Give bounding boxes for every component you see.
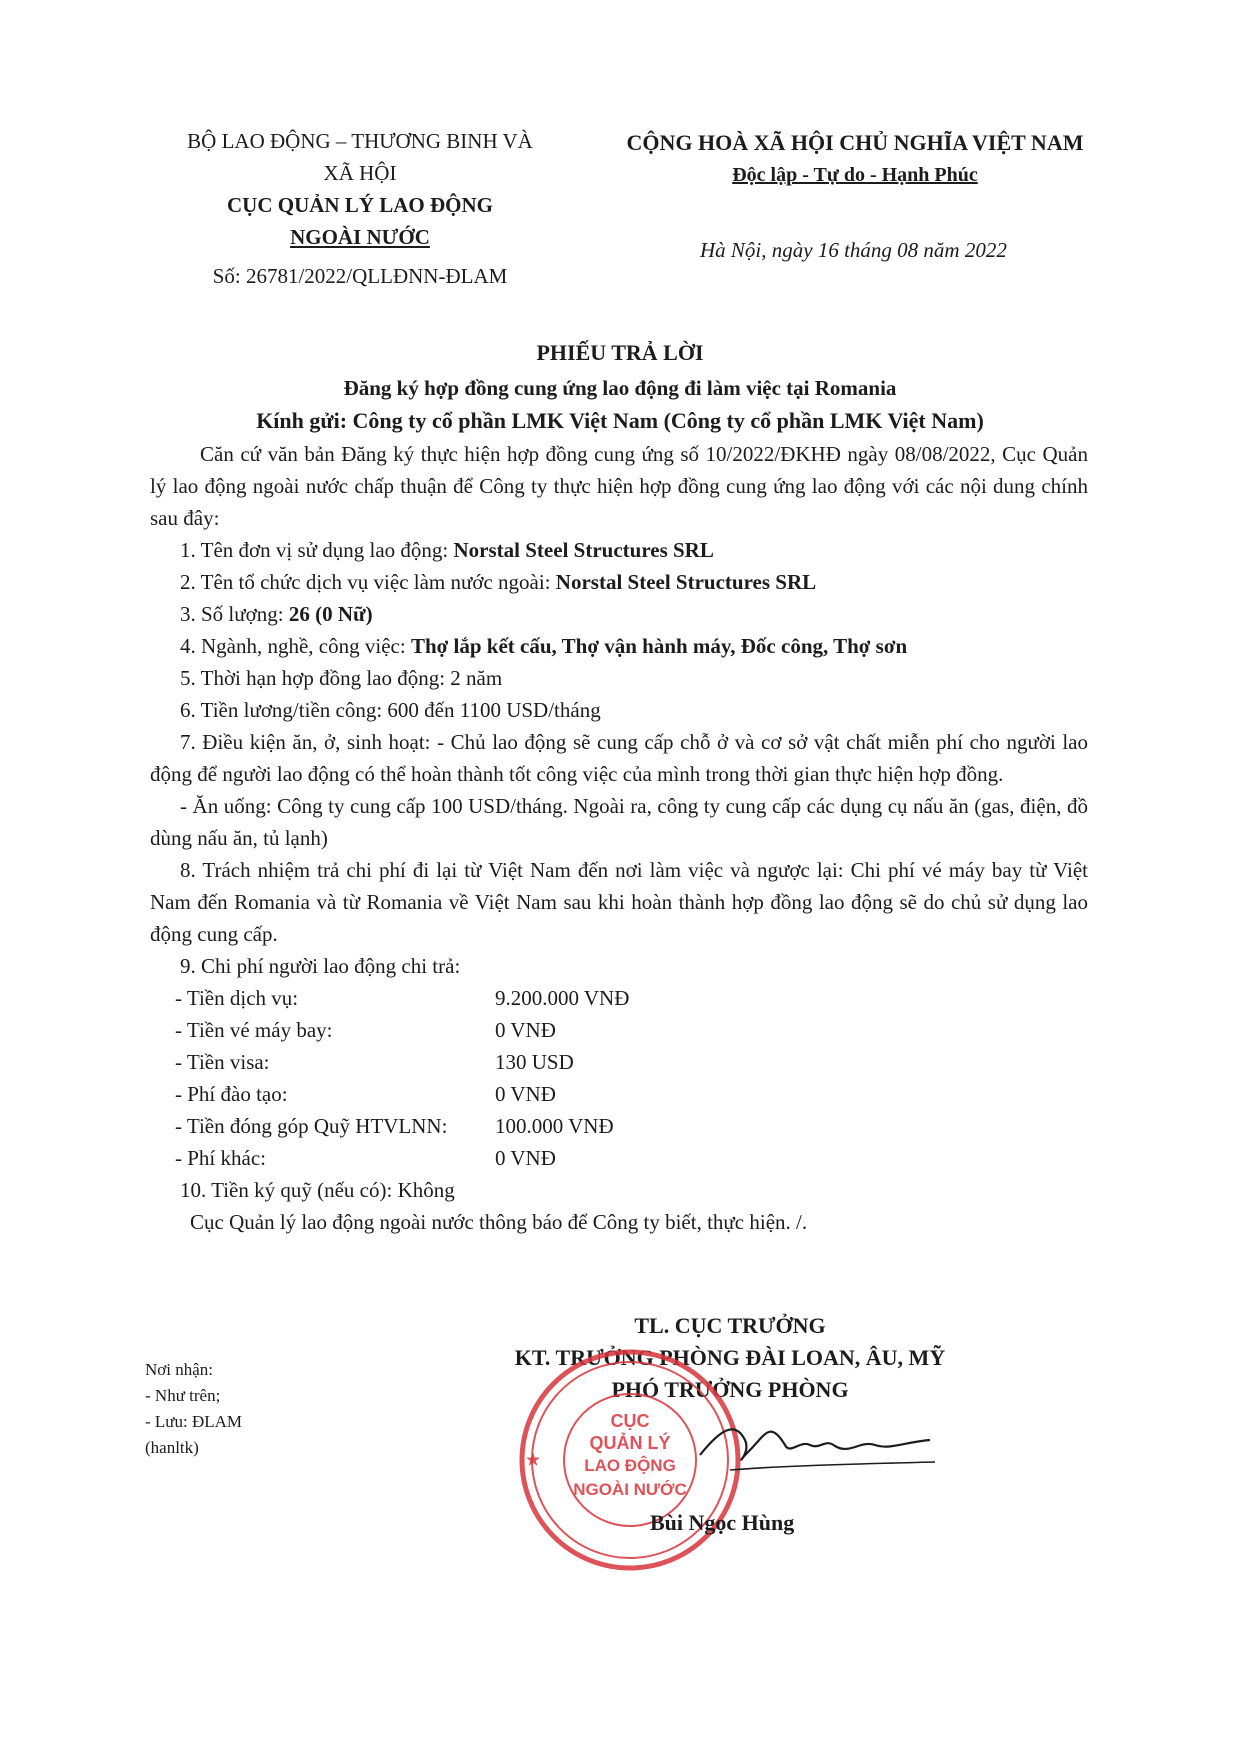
department-line-1: CỤC QUẢN LÝ LAO ĐỘNG bbox=[226, 193, 493, 217]
republic-title: CỘNG HOÀ XÃ HỘI CHỦ NGHĨA VIỆT NAM bbox=[626, 130, 1084, 155]
item-1-label: 1. Tên đơn vị sử dụng lao động: bbox=[180, 538, 454, 562]
cost-label: - Tiền dịch vụ: bbox=[175, 986, 299, 1010]
signature-line-2: KT. TRƯỞNG PHÒNG ĐÀI LOAN, ÂU, MỸ bbox=[514, 1345, 946, 1370]
department-line-2: NGOÀI NƯỚC bbox=[290, 225, 430, 249]
recipients-line: - Như trên; bbox=[145, 1386, 221, 1405]
cost-label: - Phí đào tạo: bbox=[175, 1082, 288, 1106]
cost-row bbox=[175, 1046, 1088, 1078]
cost-value: 0 VNĐ bbox=[495, 1018, 556, 1042]
seal-text: QUẢN LÝ bbox=[589, 1433, 671, 1453]
document-number: Số: 26781/2022/QLLĐNN-ĐLAM bbox=[212, 264, 508, 288]
signer-name: Bùi Ngọc Hùng bbox=[650, 1510, 795, 1535]
recipients-heading: Nơi nhận: bbox=[145, 1360, 214, 1379]
item-4 bbox=[150, 630, 1088, 662]
item-7-food: - Ăn uống: Công ty cung cấp 100 USD/tháng. Ngoài ra, công ty cung cấp các dụng cụ nấu ăn (gas, điện, đồ dùng nấu ăn, tủ lạnh) bbox=[150, 794, 1088, 850]
cost-row bbox=[175, 1014, 1088, 1046]
recipients-line: (hanltk) bbox=[145, 1438, 199, 1457]
item-10: 10. Tiền ký quỹ (nếu có): Không bbox=[180, 1178, 455, 1202]
signature-line-1: TL. CỤC TRƯỞNG bbox=[634, 1313, 826, 1338]
cost-label: - Tiền đóng góp Quỹ HTVLNN: bbox=[175, 1114, 448, 1138]
cost-row bbox=[175, 982, 1088, 1014]
cost-label: - Tiền visa: bbox=[175, 1050, 270, 1074]
recipients-block bbox=[145, 1357, 242, 1461]
item-3 bbox=[150, 598, 1088, 630]
document-body bbox=[150, 438, 1088, 1238]
item-2 bbox=[150, 566, 1088, 598]
seal-text: NGOÀI NƯỚC bbox=[573, 1480, 687, 1499]
signature-line-3: PHÓ TRƯỞNG PHÒNG bbox=[611, 1377, 849, 1402]
item-2-value: Norstal Steel Structures SRL bbox=[555, 570, 817, 594]
document-title: PHIẾU TRẢ LỜI bbox=[536, 340, 704, 365]
seal-text: LAO ĐỘNG bbox=[584, 1456, 676, 1475]
issuer-block bbox=[150, 125, 570, 253]
closing-line: Cục Quản lý lao động ngoài nước thông báo để Công ty biết, thực hiện. /. bbox=[190, 1210, 808, 1234]
cost-row bbox=[175, 1110, 1088, 1142]
cost-row bbox=[175, 1142, 1088, 1174]
ministry-line-2: XÃ HỘI bbox=[323, 161, 397, 185]
handwritten-signature bbox=[690, 1400, 940, 1480]
cost-value: 0 VNĐ bbox=[495, 1082, 556, 1106]
item-3-label: 3. Số lượng: bbox=[180, 602, 289, 626]
item-9: 9. Chi phí người lao động chi trả: bbox=[180, 954, 461, 978]
document-date: Hà Nội, ngày 16 tháng 08 năm 2022 bbox=[700, 238, 1007, 262]
cost-row bbox=[175, 1078, 1088, 1110]
document-subject: Đăng ký hợp đồng cung ứng lao động đi làm việc tại Romania bbox=[343, 376, 897, 400]
recipients-line: - Lưu: ĐLAM bbox=[145, 1412, 243, 1431]
item-2-label: 2. Tên tổ chức dịch vụ việc làm nước ngoài: bbox=[180, 570, 556, 594]
intro-paragraph: Căn cứ văn bản Đăng ký thực hiện hợp đồng cung ứng số 10/2022/ĐKHĐ ngày 08/08/2022, Cục Quản lý lao động ngoài nước chấp thuận để Công ty thực hiện hợp đồng cung ứng lao động với các nội dung chính sau đây: bbox=[150, 442, 1088, 530]
document-recipient: Kính gửi: Công ty cổ phần LMK Việt Nam (Công ty cổ phần LMK Việt Nam) bbox=[256, 408, 984, 433]
seal-text: CỤC bbox=[610, 1411, 650, 1431]
item-7: 7. Điều kiện ăn, ở, sinh hoạt: - Chủ lao động sẽ cung cấp chỗ ở và cơ sở vật chất miễn phí cho người lao động để người lao động có thể hoàn thành tốt công việc của mình trong thời gian thực hiện hợp đồng. bbox=[150, 730, 1088, 786]
seal-star-icon: ★ bbox=[525, 1452, 541, 1469]
cost-list bbox=[150, 982, 1088, 1174]
cost-label: - Tiền vé máy bay: bbox=[175, 1018, 333, 1042]
national-header bbox=[590, 127, 1120, 191]
item-3-value: 26 (0 Nữ) bbox=[288, 602, 373, 626]
cost-value: 100.000 VNĐ bbox=[495, 1114, 614, 1138]
item-4-value: Thợ lắp kết cấu, Thợ vận hành máy, Đốc công, Thợ sơn bbox=[410, 634, 908, 658]
item-8: 8. Trách nhiệm trả chi phí đi lại từ Việt Nam đến nơi làm việc và ngược lại: Chi phí vé máy bay từ Việt Nam đến Romania và từ Romania về Việt Nam sau khi hoàn thành hợp đồng lao động sẽ do chủ sử dụng lao động cung cấp. bbox=[150, 858, 1088, 946]
cost-value: 9.200.000 VNĐ bbox=[495, 986, 630, 1010]
item-1-value: Norstal Steel Structures SRL bbox=[453, 538, 714, 562]
cost-value: 130 USD bbox=[495, 1050, 574, 1074]
item-1 bbox=[150, 534, 1088, 566]
item-5: 5. Thời hạn hợp đồng lao động: 2 năm bbox=[180, 666, 503, 690]
item-4-label: 4. Ngành, nghề, công việc: bbox=[180, 634, 411, 658]
national-motto: Độc lập - Tự do - Hạnh Phúc bbox=[732, 164, 978, 186]
ministry-line-1: BỘ LAO ĐỘNG – THƯƠNG BINH VÀ bbox=[187, 129, 533, 153]
item-6: 6. Tiền lương/tiền công: 600 đến 1100 USD/tháng bbox=[180, 698, 601, 722]
cost-label: - Phí khác: bbox=[175, 1146, 266, 1170]
cost-value: 0 VNĐ bbox=[495, 1146, 556, 1170]
